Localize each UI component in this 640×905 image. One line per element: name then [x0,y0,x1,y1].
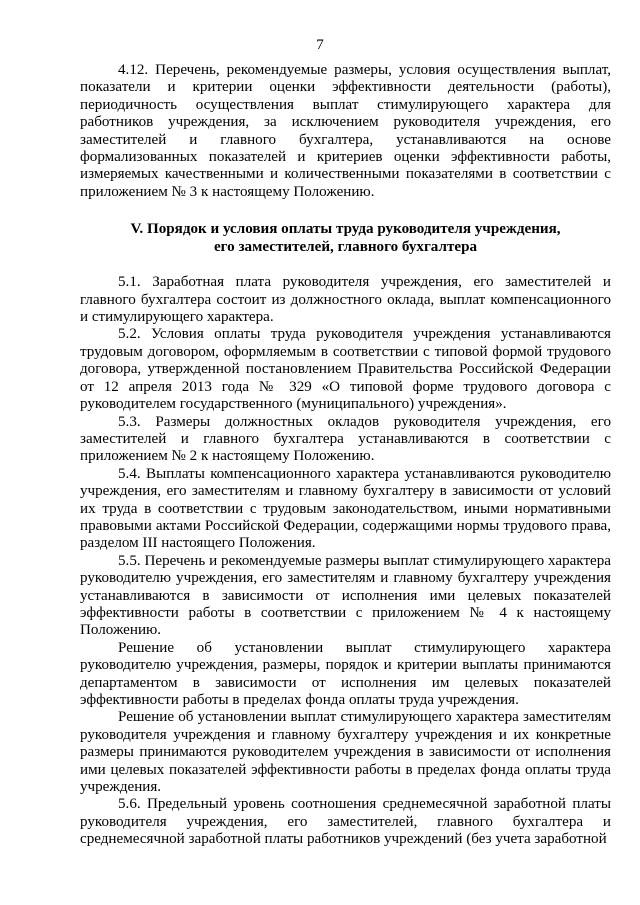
document-body [80,62,611,849]
section-heading-line-2: его заместителей, главного бухгалтера [213,239,478,256]
paragraph-decision-head: Решение об установлении выплат стимулирующего характера руководителю учреждения, размеры, порядок и критерии выплаты принимаются департаментом в зависимости от исполнения им целевых показателей эффективности работы в пределах фонда оплаты труда учреждения. [80,639,611,708]
paragraph-5-1: 5.1. Заработная плата руководителя учреждения, его заместителей и главного бухгалтера состоит из должностного оклада, выплат компенсационного и стимулирующего характера. [80,274,611,326]
paragraph-4-12: 4.12. Перечень, рекомендуемые размеры, условия осуществления выплат, показатели и критерии оценки эффективности деятельности (работы), периодичность осуществления выплат стимулирующего характера для работников учреждения, за исключением руководителя учреждения, его заместителей и главного бухгалтера, устанавливаются на основе формализованных показателей и критериев оценки эффективности работы, измеряемых качественными и количественными показателями в соответствии с приложением № 3 к настоящему Положению. [80,62,611,200]
paragraph-5-6: 5.6. Предельный уровень соотношения среднемесячной заработной платы руководителя учреждения, его заместителей, главного бухгалтера и среднемесячной заработной платы работников учреждений (без учета заработной [80,796,611,848]
page-number: 7 [316,37,324,53]
paragraph-5-5: 5.5. Перечень и рекомендуемые размеры выплат стимулирующего характера руководителю учреждения, его заместителям и главному бухгалтеру учреждения устанавливаются в зависимости от исполнения ими целевых показателей эффективности работы в соответствии с приложением № 4 к настоящему Положению. [80,552,611,639]
section-heading-line-1: V. Порядок и условия оплаты труда руководителя учреждения, [130,221,561,238]
section-heading [80,220,611,256]
paragraph-5-4: 5.4. Выплаты компенсационного характера устанавливаются руководителю учреждения, его заместителям и главному бухгалтеру в зависимости от условий их труда в соответствии с трудовым законодательством, иными нормативными правовыми актами Российской Федерации, содержащими нормы трудового права, разделом III настоящего Положения. [80,465,611,552]
paragraph-5-3: 5.3. Размеры должностных окладов руководителя учреждения, его заместителей и главного бухгалтера устанавливаются в соответствии с приложением № 2 к настоящему Положению. [80,413,611,465]
paragraph-5-2: 5.2. Условия оплаты труда руководителя учреждения устанавливаются трудовым договором, оформляемым в соответствии с типовой формой трудового договора, утвержденной постановлением Правительства Российской Федерации от 12 апреля 2013 года № 329 «О типовой форме трудового договора с руководителем государственного (муниципального) учреждения». [80,326,611,413]
paragraph-decision-deputies: Решение об установлении выплат стимулирующего характера заместителям руководителя учреждения и главному бухгалтеру учреждения и их конкретные размеры принимаются руководителем учреждения в зависимости от исполнения ими целевых показателей эффективности работы в пределах фонда оплаты труда учреждения. [80,709,611,796]
